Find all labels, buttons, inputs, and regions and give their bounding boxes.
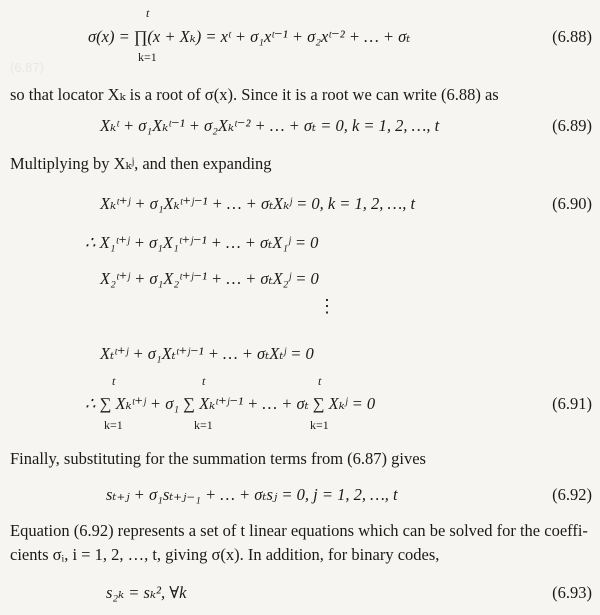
equation-number-6-91: (6.91) [552, 394, 592, 413]
vertical-ellipsis: ⋮ [318, 296, 336, 316]
equation-6-89: Xₖᵗ + σ₁Xₖᵗ⁻¹ + σ₂Xₖᵗ⁻² + … + σₜ = 0, k = 1, 2, …, t [100, 116, 440, 135]
equation-6-93: s₂ₖ = sₖ², ∀k [106, 583, 187, 602]
equation-6-88: σ(x) = ∏(x + Xₖ) = xᵗ + σ₁xᵗ⁻¹ + σ₂xᵗ⁻² + … + σₜ [88, 27, 411, 46]
equation-number-6-88: (6.88) [552, 27, 592, 46]
sum-2-lower-limit: k=1 [194, 418, 213, 432]
sum-3-lower-limit: k=1 [310, 418, 329, 432]
equation-6-91: ∴ ∑ Xₖᵗ⁺ʲ + σ₁ ∑ Xₖᵗ⁺ʲ⁻¹ + … + σₜ ∑ Xₖʲ = 0 [85, 394, 376, 413]
sum-2-upper-limit: t [202, 374, 206, 388]
equation-number-6-93: (6.93) [552, 583, 592, 602]
equation-number-6-92: (6.92) [552, 485, 592, 504]
equation-6-92: sₜ₊ⱼ + σ₁sₜ₊ⱼ₋₁ + … + σₜsⱼ = 0, j = 1, 2, …, t [106, 485, 398, 504]
expanded-equation-1: ∴ X₁ᵗ⁺ʲ + σ₁X₁ᵗ⁺ʲ⁻¹ + … + σₜX₁ʲ = 0 [85, 233, 319, 252]
paragraph-equation-line-2: cients σᵢ, i = 1, 2, …, t, giving σ(x). In addition, for binary codes, [10, 545, 440, 564]
sum-1-lower-limit: k=1 [104, 418, 123, 432]
paragraph-locator: so that locator Xₖ is a root of σ(x). Since it is a root we can write (6.88) as [10, 85, 499, 104]
paragraph-equation-line-1: Equation (6.92) represents a set of t linear equations which can be solved for the coeffi- [10, 521, 588, 540]
expanded-equation-2: X₂ᵗ⁺ʲ + σ₁X₂ᵗ⁺ʲ⁻¹ + … + σₜX₂ʲ = 0 [100, 269, 319, 288]
equation-6-90: Xₖᵗ⁺ʲ + σ₁Xₖᵗ⁺ʲ⁻¹ + … + σₜXₖʲ = 0, k = 1, 2, …, t [100, 194, 416, 213]
sum-1-upper-limit: t [112, 374, 116, 388]
product-lower-limit: k=1 [138, 50, 157, 64]
paragraph-finally: Finally, substituting for the summation terms from (6.87) gives [10, 449, 426, 468]
paragraph-multiplying: Multiplying by Xₖʲ, and then expanding [10, 154, 272, 173]
equation-number-6-90: (6.90) [552, 194, 592, 213]
expanded-equation-t: Xₜᵗ⁺ʲ + σ₁Xₜᵗ⁺ʲ⁻¹ + … + σₜXₜʲ = 0 [100, 344, 314, 363]
product-upper-limit: t [146, 6, 150, 20]
equation-number-6-89: (6.89) [552, 116, 592, 135]
sum-3-upper-limit: t [318, 374, 322, 388]
bleed-through-text: (6.87) [10, 60, 44, 75]
